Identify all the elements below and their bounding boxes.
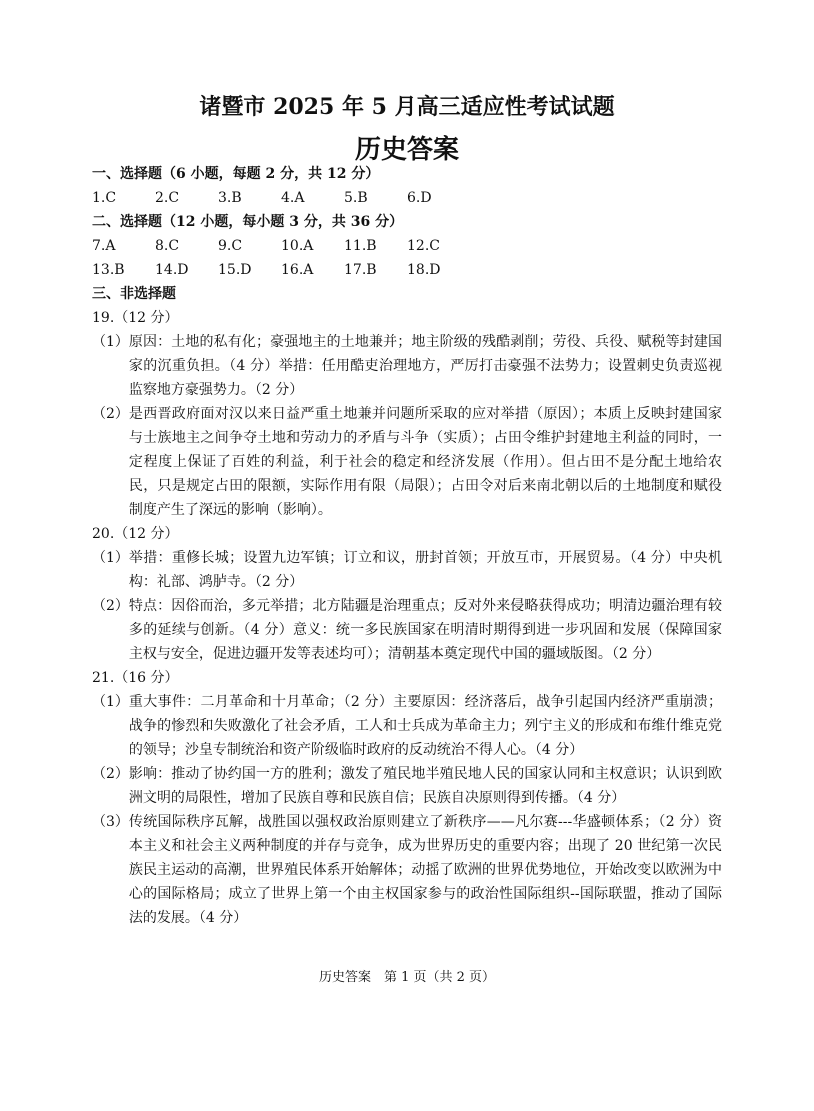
exam-title: 诸暨市 2025 年 5 月高三适应性考试试题 xyxy=(199,94,615,120)
q19-heading: 19.（12 分） xyxy=(92,310,179,326)
q20-part2 xyxy=(92,594,722,666)
answer-item: 16.A xyxy=(281,262,314,278)
answer-item: 7.A xyxy=(92,238,116,254)
q21-part1 xyxy=(92,690,722,762)
answer-item: 9.C xyxy=(218,238,243,254)
q19-part2 xyxy=(92,402,722,522)
answer-item: 6.D xyxy=(407,190,432,206)
q21-part3 xyxy=(92,810,722,930)
answer-item: 4.A xyxy=(281,190,305,206)
answer-item: 18.D xyxy=(407,262,441,278)
q19-part1 xyxy=(92,330,722,402)
exam-subtitle: 历史答案 xyxy=(354,135,459,165)
answer-item: 11.B xyxy=(344,238,377,254)
part-text: 重大事件：二月革命和十月革命；（2 分）主要原因：经济落后，战争引起国内经济严重崩溃；战争的惨烈和失败激化了社会矛盾，工人和士兵成为革命主力；列宁主义的形成和布维什维克党的领导；沙皇专制统治和资产阶级临时政府的反动统治不得人心。（4 分） xyxy=(128,694,722,758)
section3-heading: 三、非选择题 xyxy=(92,286,176,302)
part-text: 影响：推动了协约国一方的胜利；激发了殖民地半殖民地人民的国家认同和主权意识；认识到欧洲文明的局限性，增加了民族自尊和民族自信；民族自决原则得到传播。（4 分） xyxy=(128,766,722,806)
part-text: 特点：因俗而治，多元举措；北方陆疆是治理重点；反对外来侵略获得成功；明清边疆治理有较多的延续与创新。（4 分）意义：统一多民族国家在明清时期得到进一步巩固和发展（保障国家主权与安全，促进边疆开发等表述均可）；清朝基本奠定现代中国的疆域版图。（2 分） xyxy=(128,598,722,662)
answer-item: 14.D xyxy=(155,262,189,278)
part-marker: （2） xyxy=(92,766,129,782)
q20-part1 xyxy=(92,546,722,594)
answer-item: 5.B xyxy=(344,190,368,206)
section1-answer-row xyxy=(92,186,722,210)
answer-item: 3.B xyxy=(218,190,242,206)
part-marker: （3） xyxy=(92,814,129,830)
answer-item: 15.D xyxy=(218,262,252,278)
answer-item: 1.C xyxy=(92,190,117,206)
section2-heading: 二、选择题（12 小题，每小题 3 分，共 36 分） xyxy=(92,214,404,230)
part-marker: （1） xyxy=(92,550,129,566)
part-text: 举措：重修长城；设置九边军镇；订立和议，册封首领；开放互市，开展贸易。（4 分）中央机构：礼部、鸿胪寺。（2 分） xyxy=(128,550,722,590)
q21-part2 xyxy=(92,762,722,810)
answer-item: 10.A xyxy=(281,238,314,254)
page-footer: 历史答案 第 1 页（共 2 页） xyxy=(318,970,496,985)
section1-heading: 一、选择题（6 小题，每题 2 分，共 12 分） xyxy=(92,166,380,182)
answer-item: 12.C xyxy=(407,238,440,254)
answer-item: 8.C xyxy=(155,238,180,254)
answer-item: 17.B xyxy=(344,262,377,278)
part-text: 是西晋政府面对汉以来日益严重土地兼并问题所采取的应对举措（原因）；本质上反映封建国家与士族地主之间争夺土地和劳动力的矛盾与斗争（实质）；占田令维护封建地主利益的同时，一定程度上保证了百姓的利益，利于社会的稳定和经济发展（作用）。但占田不是分配土地给农民，只是规定占田的限额，实际作用有限（局限）；占田令对后来南北朝以后的土地制度和赋役制度产生了深远的影响（影响）。 xyxy=(128,406,722,518)
q21-heading: 21.（16 分） xyxy=(92,670,179,686)
section2-answer-row-2 xyxy=(92,258,722,282)
q20-heading: 20.（12 分） xyxy=(92,526,179,542)
answer-item: 13.B xyxy=(92,262,125,278)
answer-item: 2.C xyxy=(155,190,180,206)
part-marker: （2） xyxy=(92,598,129,614)
part-text: 原因：土地的私有化；豪强地主的土地兼并；地主阶级的残酷剥削；劳役、兵役、赋税等封建国家的沉重负担。（4 分）举措：任用酷吏治理地方，严厉打击豪强不法势力；设置刺史负责巡视监察地方豪强势力。（2 分） xyxy=(128,334,722,398)
part-text: 传统国际秩序瓦解，战胜国以强权政治原则建立了新秩序——凡尔赛---华盛顿体系；（2 分）资本主义和社会主义两种制度的并存与竞争，成为世界历史的重要内容；出现了 20 世纪第一次民族民主运动的高潮，世界殖民体系开始解体；动摇了欧洲的世界优势地位，开始改变以欧洲为中心的国际格局；成立了世界上第一个由主权国家参与的政治性国际组织--国际联盟，推动了国际法的发展。（4 分） xyxy=(128,814,722,926)
answer-body xyxy=(92,162,722,930)
section2-answer-row-1 xyxy=(92,234,722,258)
part-marker: （2） xyxy=(92,406,129,422)
part-marker: （1） xyxy=(92,334,129,350)
part-marker: （1） xyxy=(92,694,129,710)
